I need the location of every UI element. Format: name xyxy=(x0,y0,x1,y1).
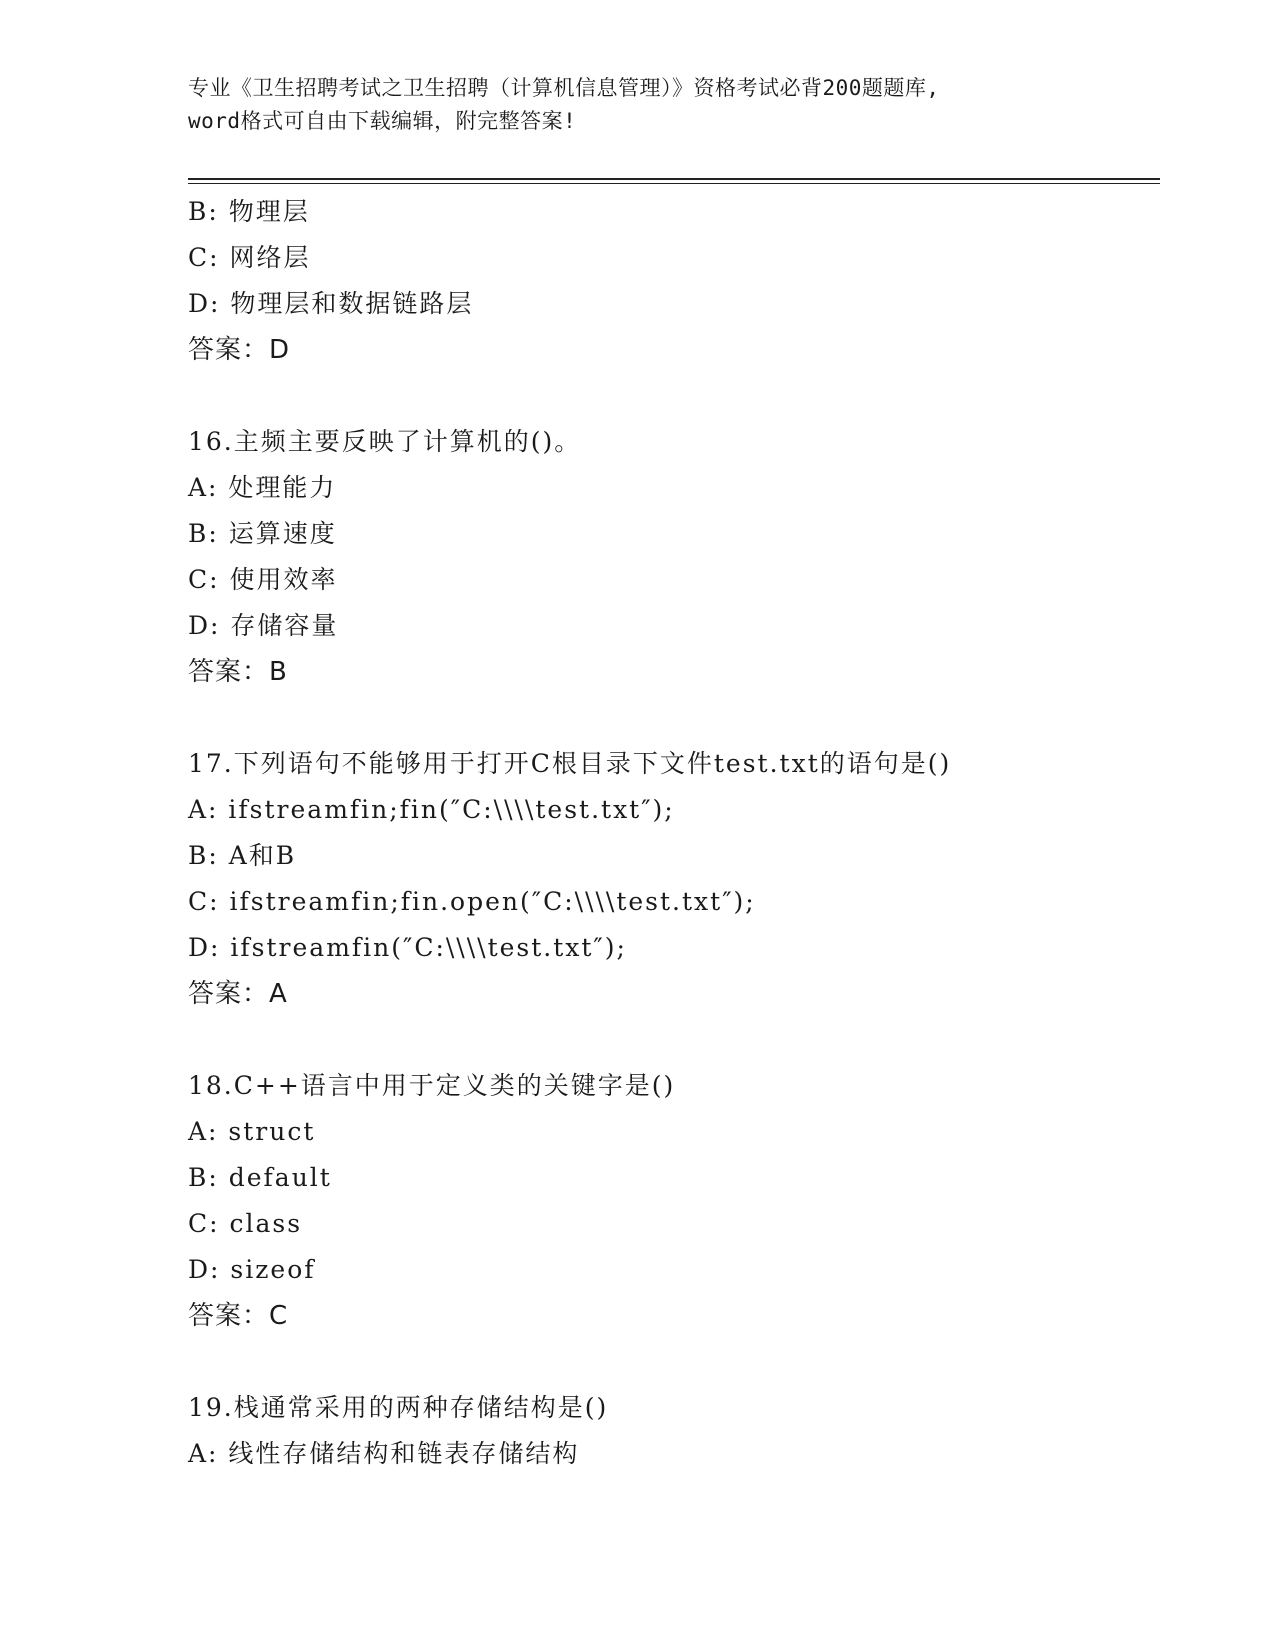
option-text: A: ifstreamfin;fin(″C:\\\\test.txt″); xyxy=(188,795,675,824)
option-text: B: A和B xyxy=(188,841,297,870)
option-text: D: 存储容量 xyxy=(188,611,339,640)
header-divider-thin xyxy=(188,183,1160,184)
spacer xyxy=(188,373,1168,419)
header-line-1: 专业《卫生招聘考试之卫生招聘（计算机信息管理）》资格考试必背200题题库, xyxy=(188,76,940,100)
option-text: B: 运算速度 xyxy=(188,519,337,548)
answer-line: 答案：A xyxy=(188,979,288,1009)
option-text: C: class xyxy=(188,1209,303,1238)
spacer xyxy=(188,1017,1168,1063)
spacer xyxy=(188,695,1168,741)
option-text: A: 处理能力 xyxy=(188,473,337,502)
question-text: 16.主频主要反映了计算机的()。 xyxy=(188,427,582,456)
document-header xyxy=(188,72,1088,138)
question-text: 19.栈通常采用的两种存储结构是() xyxy=(188,1393,609,1422)
option-text: D: sizeof xyxy=(188,1255,316,1284)
option-text: C: 网络层 xyxy=(188,243,311,272)
header-divider-thick xyxy=(188,178,1160,180)
option-text: C: ifstreamfin;fin.open(″C:\\\\test.txt″); xyxy=(188,887,756,916)
option-text: A: 线性存储结构和链表存储结构 xyxy=(188,1439,580,1468)
answer-line: 答案：C xyxy=(188,1301,289,1331)
answer-line: 答案：D xyxy=(188,335,291,365)
option-text: C: 使用效率 xyxy=(188,565,338,594)
option-text: A: struct xyxy=(188,1117,316,1146)
answer-line: 答案：B xyxy=(188,657,288,687)
question-text: 18.C++语言中用于定义类的关键字是() xyxy=(188,1071,676,1100)
option-text: D: 物理层和数据链路层 xyxy=(188,289,474,318)
option-text: B: default xyxy=(188,1163,332,1192)
header-line-2: word格式可自由下载编辑，附完整答案! xyxy=(188,109,577,133)
spacer xyxy=(188,1339,1168,1385)
option-text: D: ifstreamfin(″C:\\\\test.txt″); xyxy=(188,933,627,962)
question-list xyxy=(188,189,1168,1477)
option-text: B: 物理层 xyxy=(188,197,310,226)
question-text: 17.下列语句不能够用于打开C根目录下文件test.txt的语句是() xyxy=(188,749,952,778)
